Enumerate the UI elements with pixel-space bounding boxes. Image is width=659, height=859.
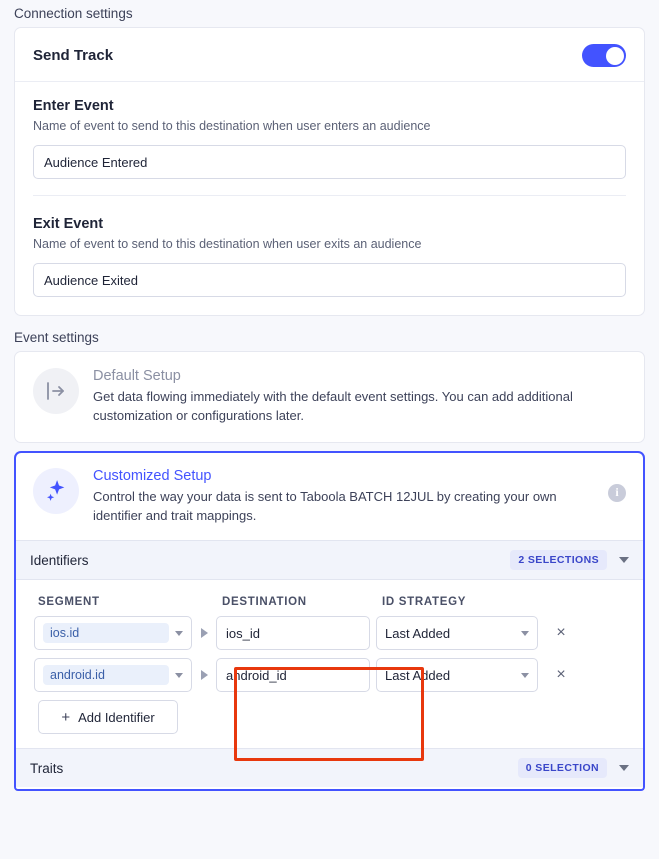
identifiers-body — [16, 580, 643, 748]
segment-value-0: ios.id — [43, 623, 169, 643]
id-strategy-value-1: Last Added — [385, 667, 451, 683]
traits-bar-right — [518, 758, 629, 778]
customized-setup-title: Customized Setup — [93, 467, 212, 484]
enter-event-block — [15, 82, 644, 200]
segment-value-1: android.id — [43, 665, 169, 685]
toggle-knob — [606, 47, 624, 65]
enter-event-title: Enter Event — [33, 98, 114, 114]
event-settings-label: Event settings — [14, 330, 99, 345]
mapping-arrow-0 — [192, 628, 216, 638]
exit-event-input[interactable] — [33, 263, 626, 297]
table-row — [34, 658, 625, 692]
column-header-segment: SEGMENT — [38, 596, 100, 609]
send-track-card — [14, 27, 645, 316]
connection-settings-label: Connection settings — [14, 6, 133, 21]
exit-event-block — [15, 200, 644, 315]
table-row — [34, 616, 625, 650]
id-strategy-value-0: Last Added — [385, 625, 451, 641]
chevron-down-icon — [521, 673, 529, 678]
destination-input-0[interactable] — [216, 616, 370, 650]
add-identifier-label: Add Identifier — [78, 709, 155, 725]
remove-row-button-0[interactable]: × — [556, 624, 566, 642]
identifiers-column-headers — [34, 590, 625, 616]
customized-setup-option[interactable] — [14, 451, 645, 541]
identifiers-bar-right — [510, 550, 629, 570]
chevron-down-icon — [175, 673, 183, 678]
send-track-title: Send Track — [33, 47, 114, 64]
spacer — [0, 316, 659, 330]
send-track-header — [15, 28, 644, 82]
identifiers-selection-badge: 2 SELECTIONS — [510, 550, 607, 570]
arrow-right-icon — [201, 628, 208, 638]
default-setup-body — [93, 368, 626, 426]
chevron-down-icon — [521, 631, 529, 636]
info-icon[interactable]: i — [608, 484, 626, 502]
sparkle-icon — [33, 468, 79, 514]
exit-event-title: Exit Event — [33, 216, 104, 232]
chevron-down-icon — [175, 631, 183, 636]
traits-selection-badge: 0 SELECTION — [518, 758, 607, 778]
enter-event-input[interactable] — [33, 145, 626, 179]
id-strategy-select-1[interactable] — [376, 658, 538, 692]
id-strategy-select-0[interactable] — [376, 616, 538, 650]
remove-row-button-1[interactable]: × — [556, 666, 566, 684]
mappings-panel — [14, 540, 645, 787]
field-divider — [33, 195, 626, 196]
identifiers-title: Identifiers — [30, 552, 89, 568]
exit-event-description: Name of event to send to this destination when user exits an audience — [33, 237, 422, 251]
spacer — [0, 443, 659, 451]
segment-select-1[interactable] — [34, 658, 192, 692]
default-setup-option[interactable] — [14, 351, 645, 443]
destination-input-1[interactable] — [216, 658, 370, 692]
chevron-down-icon[interactable] — [619, 765, 629, 771]
chevron-down-icon[interactable] — [619, 557, 629, 563]
send-track-toggle[interactable] — [582, 44, 626, 67]
customized-setup-body — [93, 468, 594, 526]
default-setup-description: Get data flowing immediately with the default event settings. You can add additional customization or configurations later. — [93, 389, 573, 423]
segment-select-0[interactable] — [34, 616, 192, 650]
plus-icon: + — [61, 708, 71, 726]
mapping-arrow-1 — [192, 670, 216, 680]
traits-title: Traits — [30, 760, 64, 776]
customized-setup-description: Control the way your data is sent to Taboola BATCH 12JUL by creating your own identifier and trait mappings. — [93, 488, 557, 523]
default-setup-title: Default Setup — [93, 368, 181, 384]
arrow-right-icon — [201, 670, 208, 680]
column-header-destination: DESTINATION — [222, 596, 307, 609]
enter-event-description: Name of event to send to this destination when user enters an audience — [33, 119, 431, 133]
panel-bottom-edge — [14, 787, 645, 791]
arrow-into-door-icon — [33, 368, 79, 414]
add-identifier-button[interactable] — [38, 700, 178, 734]
traits-bar[interactable] — [16, 748, 643, 787]
column-header-id-strategy: ID STRATEGY — [382, 596, 467, 609]
identifiers-bar[interactable] — [16, 540, 643, 580]
